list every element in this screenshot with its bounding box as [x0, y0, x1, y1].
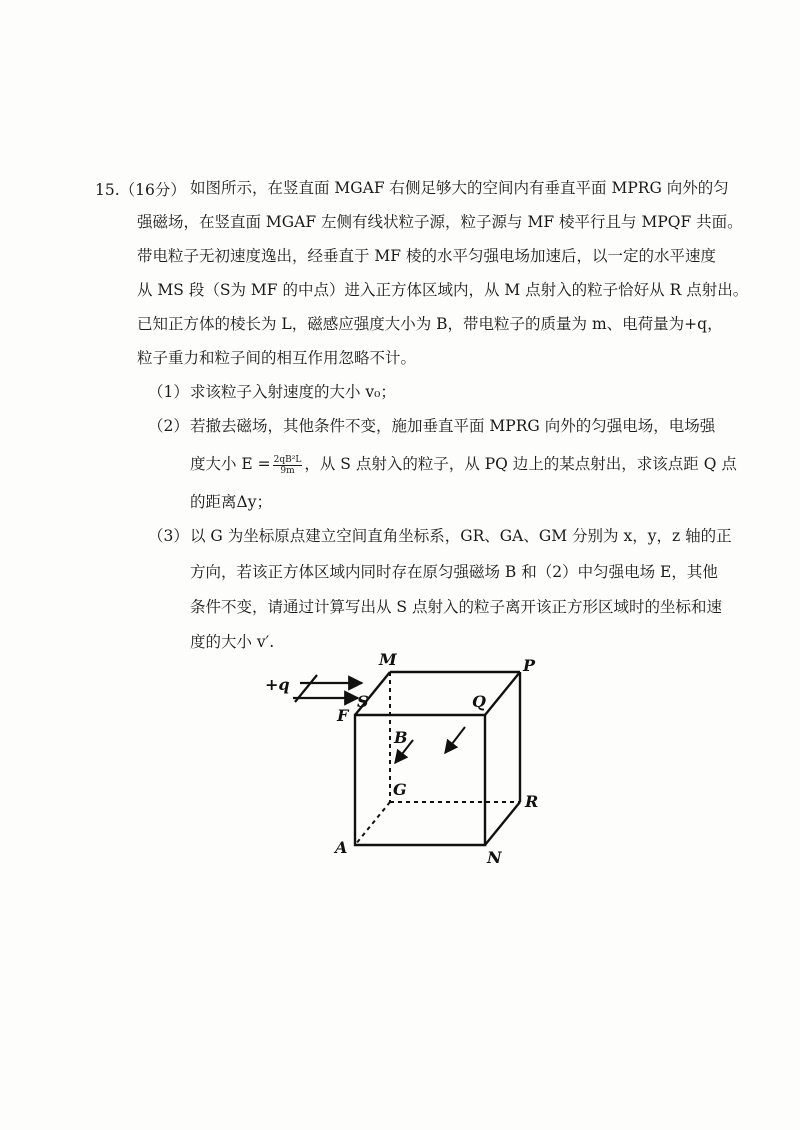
- cube-diagram: [255, 645, 555, 875]
- part-3-label: （3）: [148, 527, 189, 545]
- vertex-label-N: N: [487, 848, 502, 867]
- vertex-label-S: S: [357, 692, 369, 711]
- part-1-line-1: 求该粒子入射速度的大小 v₀；: [190, 383, 396, 401]
- part-2-line-3: 的距离Δy；: [190, 493, 272, 511]
- part-3-line-3: 条件不变，请通过计算写出从 S 点射入的粒子离开该正方形区域时的坐标和速: [190, 598, 722, 616]
- vertex-label-A: A: [335, 838, 348, 857]
- question-line-5: 已知正方体的棱长为 L，磁感应强度大小为 B，带电粒子的质量为 m、电荷量为+q，: [137, 315, 723, 333]
- cube-figure: [255, 645, 555, 875]
- cube-front-face: [355, 715, 485, 845]
- field-label-B: B: [394, 728, 408, 747]
- part-1-label: （1）: [148, 383, 189, 401]
- vertex-label-M: M: [379, 650, 397, 669]
- vertex-label-F: F: [337, 706, 349, 725]
- question-line-2: 强磁场，在竖直面 MGAF 左侧有线状粒子源，粒子源与 MF 棱平行且与 MPQF 共面。: [137, 213, 743, 231]
- part-3-line-1: 以 G 为坐标原点建立空间直角坐标系，GR、GA、GM 分别为 x，y，z 轴的正: [190, 527, 732, 545]
- field-arrow-2: [445, 727, 465, 753]
- part-2-line-1: 若撤去磁场，其他条件不变，施加垂直平面 MPRG 向外的匀强电场，电场强: [190, 417, 716, 435]
- part-2-label: （2）: [148, 417, 189, 435]
- edge-QP: [485, 672, 520, 715]
- part-3-line-2: 方向，若该正方体区域内同时存在原匀强磁场 B 和（2）中匀强电场 E，其他: [190, 563, 718, 581]
- question-line-1: 如图所示，在竖直面 MGAF 右侧足够大的空间内有垂直平面 MPRG 向外的匀: [190, 179, 729, 197]
- vertex-label-Q: Q: [472, 692, 486, 711]
- vertex-label-R: R: [525, 792, 539, 811]
- question-line-4: 从 MS 段（S为 MF 的中点）进入正方体区域内，从 M 点射入的粒子恰好从 R 点射出。: [137, 281, 749, 299]
- question-line-3: 带电粒子无初速度逸出，经垂直于 MF 棱的水平匀强电场加速后，以一定的水平速度: [137, 247, 716, 265]
- charge-label: +q: [265, 675, 290, 694]
- part-3-line-4: 度的大小 v′.: [190, 633, 275, 651]
- edge-GA-hidden: [355, 802, 390, 845]
- vertex-label-G: G: [393, 780, 407, 799]
- edge-NR: [485, 802, 520, 845]
- question-points: （16分）: [119, 181, 186, 199]
- question-line-6: 粒子重力和粒子间的相互作用忽略不计。: [137, 349, 417, 367]
- field-formula: $\frac{\text{2qB²L}}{9m}$: [273, 454, 302, 476]
- question-number: 15.（16分）: [95, 181, 186, 199]
- part-2-line-2: 度大小 E = $\frac{\text{2qB²L}}{9m}$ ，从 S 点射入的粒子，从 PQ 边上的某点射出，求该点距 Q 点: [190, 454, 737, 476]
- vertex-label-P: P: [523, 656, 536, 675]
